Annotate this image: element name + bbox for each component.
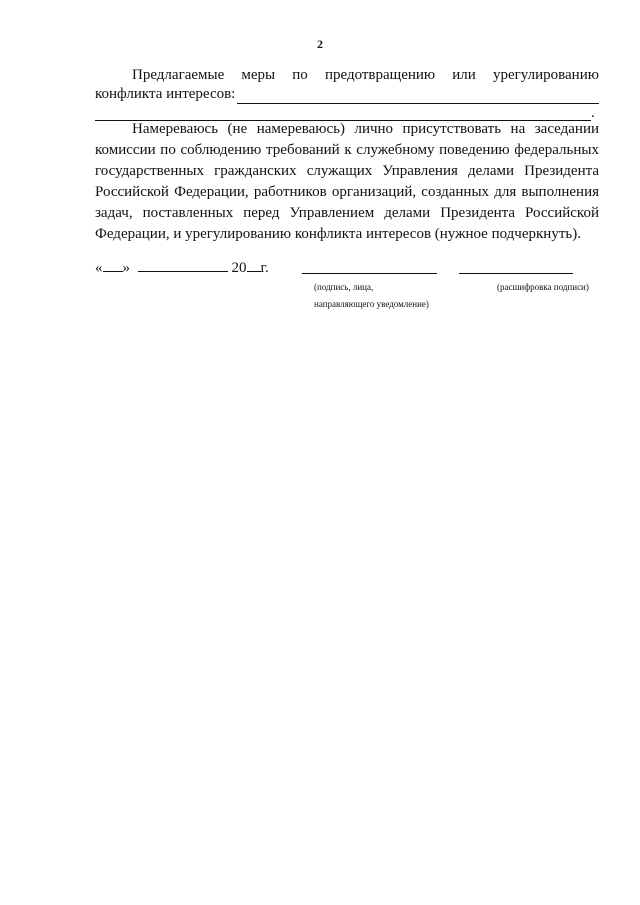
proposed-measures-paragraph: [95, 66, 599, 121]
page-number: 2: [317, 37, 323, 51]
word: или: [452, 67, 476, 83]
signature-caption: (подпись, лица,: [314, 282, 374, 292]
word: урегулированию: [492, 67, 599, 83]
year-suffix: г.: [260, 260, 269, 276]
word: меры: [241, 67, 276, 83]
conflict-of-interest-line: [95, 85, 599, 104]
close-quote: »: [122, 260, 130, 276]
word: Предлагаемые: [132, 67, 225, 83]
month-blank[interactable]: [138, 259, 228, 272]
year-prefix: 20: [231, 260, 247, 276]
open-quote: «: [95, 260, 103, 276]
word: предотвращению: [324, 67, 436, 83]
word: по: [292, 67, 308, 83]
line-end-period: .: [591, 105, 595, 121]
conflict-of-interest-label: конфликта интересов:: [95, 86, 236, 102]
decryption-line[interactable]: [459, 273, 573, 274]
proposed-measures-line: [95, 66, 599, 85]
day-blank[interactable]: [103, 259, 123, 272]
decryption-caption: (расшифровка подписи): [497, 282, 589, 292]
date-line: [95, 259, 269, 277]
year-blank[interactable]: [247, 259, 261, 272]
measures-fill-line[interactable]: [237, 89, 599, 104]
signature-line[interactable]: [302, 273, 437, 274]
attendance-paragraph: Намереваюсь (не намереваюсь) лично присутствовать на заседании комиссии по соблюдению требований к служебному поведению федеральных государственных гражданских служащих Управления делами Президента Российской Федерации, работников организаций, созданных для выполнения задач, поставленных перед Управлением делами Президента Российской Федерации, и урегулированию конфликта интересов (нужное подчеркнуть).: [95, 121, 599, 242]
signature-caption-2: направляющего уведомление): [314, 299, 429, 309]
